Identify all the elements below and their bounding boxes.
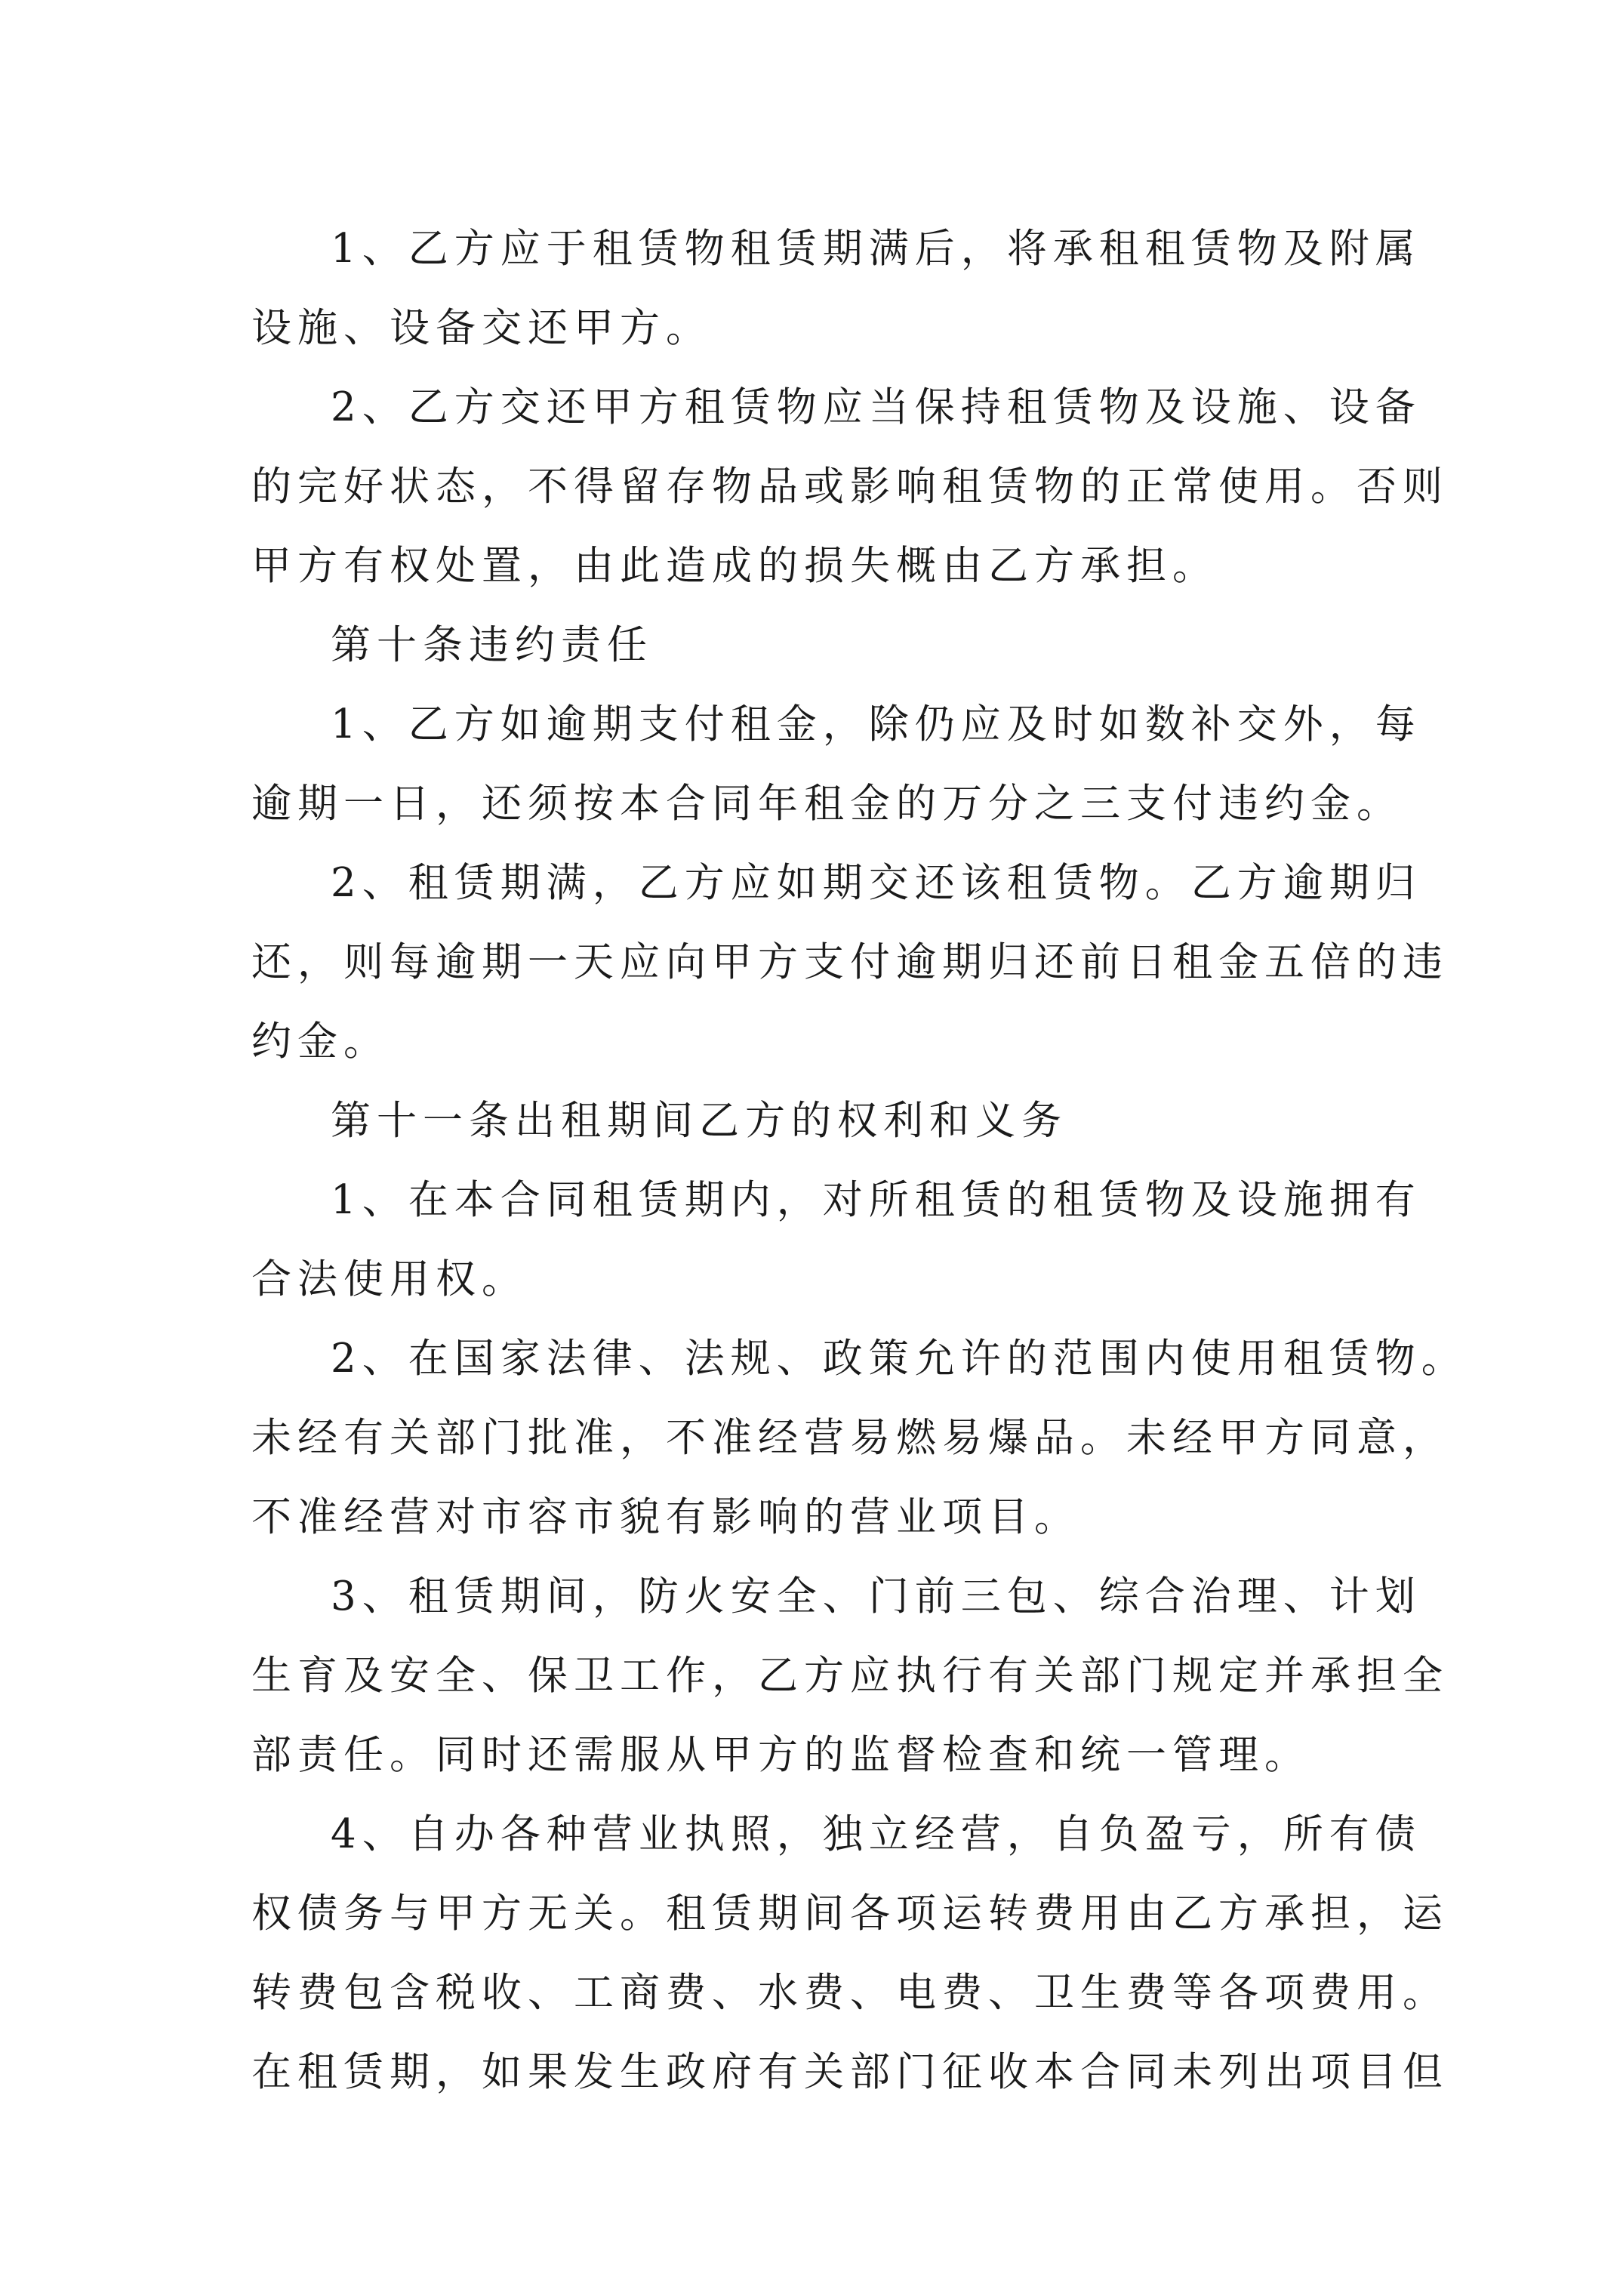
text-line: 1、乙方如逾期支付租金，除仍应及时如数补交外，每 [331, 701, 1421, 747]
text-line: 合法使用权。 [251, 1256, 528, 1302]
text-line: 不准经营对市容市貌有影响的营业项目。 [251, 1494, 1080, 1540]
text-line: 未经有关部门批准，不准经营易燃易爆品。未经甲方同意， [251, 1415, 1449, 1461]
text-line: 设施、设备交还甲方。 [251, 305, 712, 351]
text-line: 1、在本合同租赁期内，对所租赁的租赁物及设施拥有 [331, 1177, 1421, 1223]
section-heading: 第十条违约责任 [331, 622, 653, 668]
text-line: 2、租赁期满，乙方应如期交还该租赁物。乙方逾期归 [331, 860, 1421, 906]
text-line: 2、乙方交还甲方租赁物应当保持租赁物及设施、设备 [331, 384, 1421, 430]
text-line: 转费包含税收、工商费、水费、电费、卫生费等各项费用。 [251, 1970, 1449, 2016]
text-line: 逾期一日，还须按本合同年租金的万分之三支付违约金。 [251, 781, 1403, 827]
text-line: 甲方有权处置，由此造成的损失概由乙方承担。 [251, 543, 1218, 589]
section-heading: 第十一条出租期间乙方的权利和义务 [331, 1098, 1067, 1144]
text-line: 还，则每逾期一天应向甲方支付逾期归还前日租金五倍的违 [251, 939, 1449, 985]
text-line: 2、在国家法律、法规、政策允许的范围内使用租赁物。 [331, 1336, 1467, 1382]
text-line: 生育及安全、保卫工作，乙方应执行有关部门规定并承担全 [251, 1653, 1449, 1699]
text-line: 的完好状态，不得留存物品或影响租赁物的正常使用。否则 [251, 464, 1449, 510]
text-line: 部责任。同时还需服从甲方的监督检查和统一管理。 [251, 1732, 1310, 1778]
text-line: 在租赁期，如果发生政府有关部门征收本合同未列出项目但 [251, 2049, 1449, 2095]
text-line: 4、自办各种营业执照，独立经营，自负盈亏，所有债 [331, 1811, 1421, 1857]
text-line: 3、租赁期间，防火安全、门前三包、综合治理、计划 [331, 1573, 1421, 1620]
text-line: 约金。 [251, 1019, 390, 1065]
text-line: 1、乙方应于租赁物租赁期满后，将承租租赁物及附属 [331, 226, 1421, 272]
text-line: 权债务与甲方无关。租赁期间各项运转费用由乙方承担，运 [251, 1891, 1449, 1937]
